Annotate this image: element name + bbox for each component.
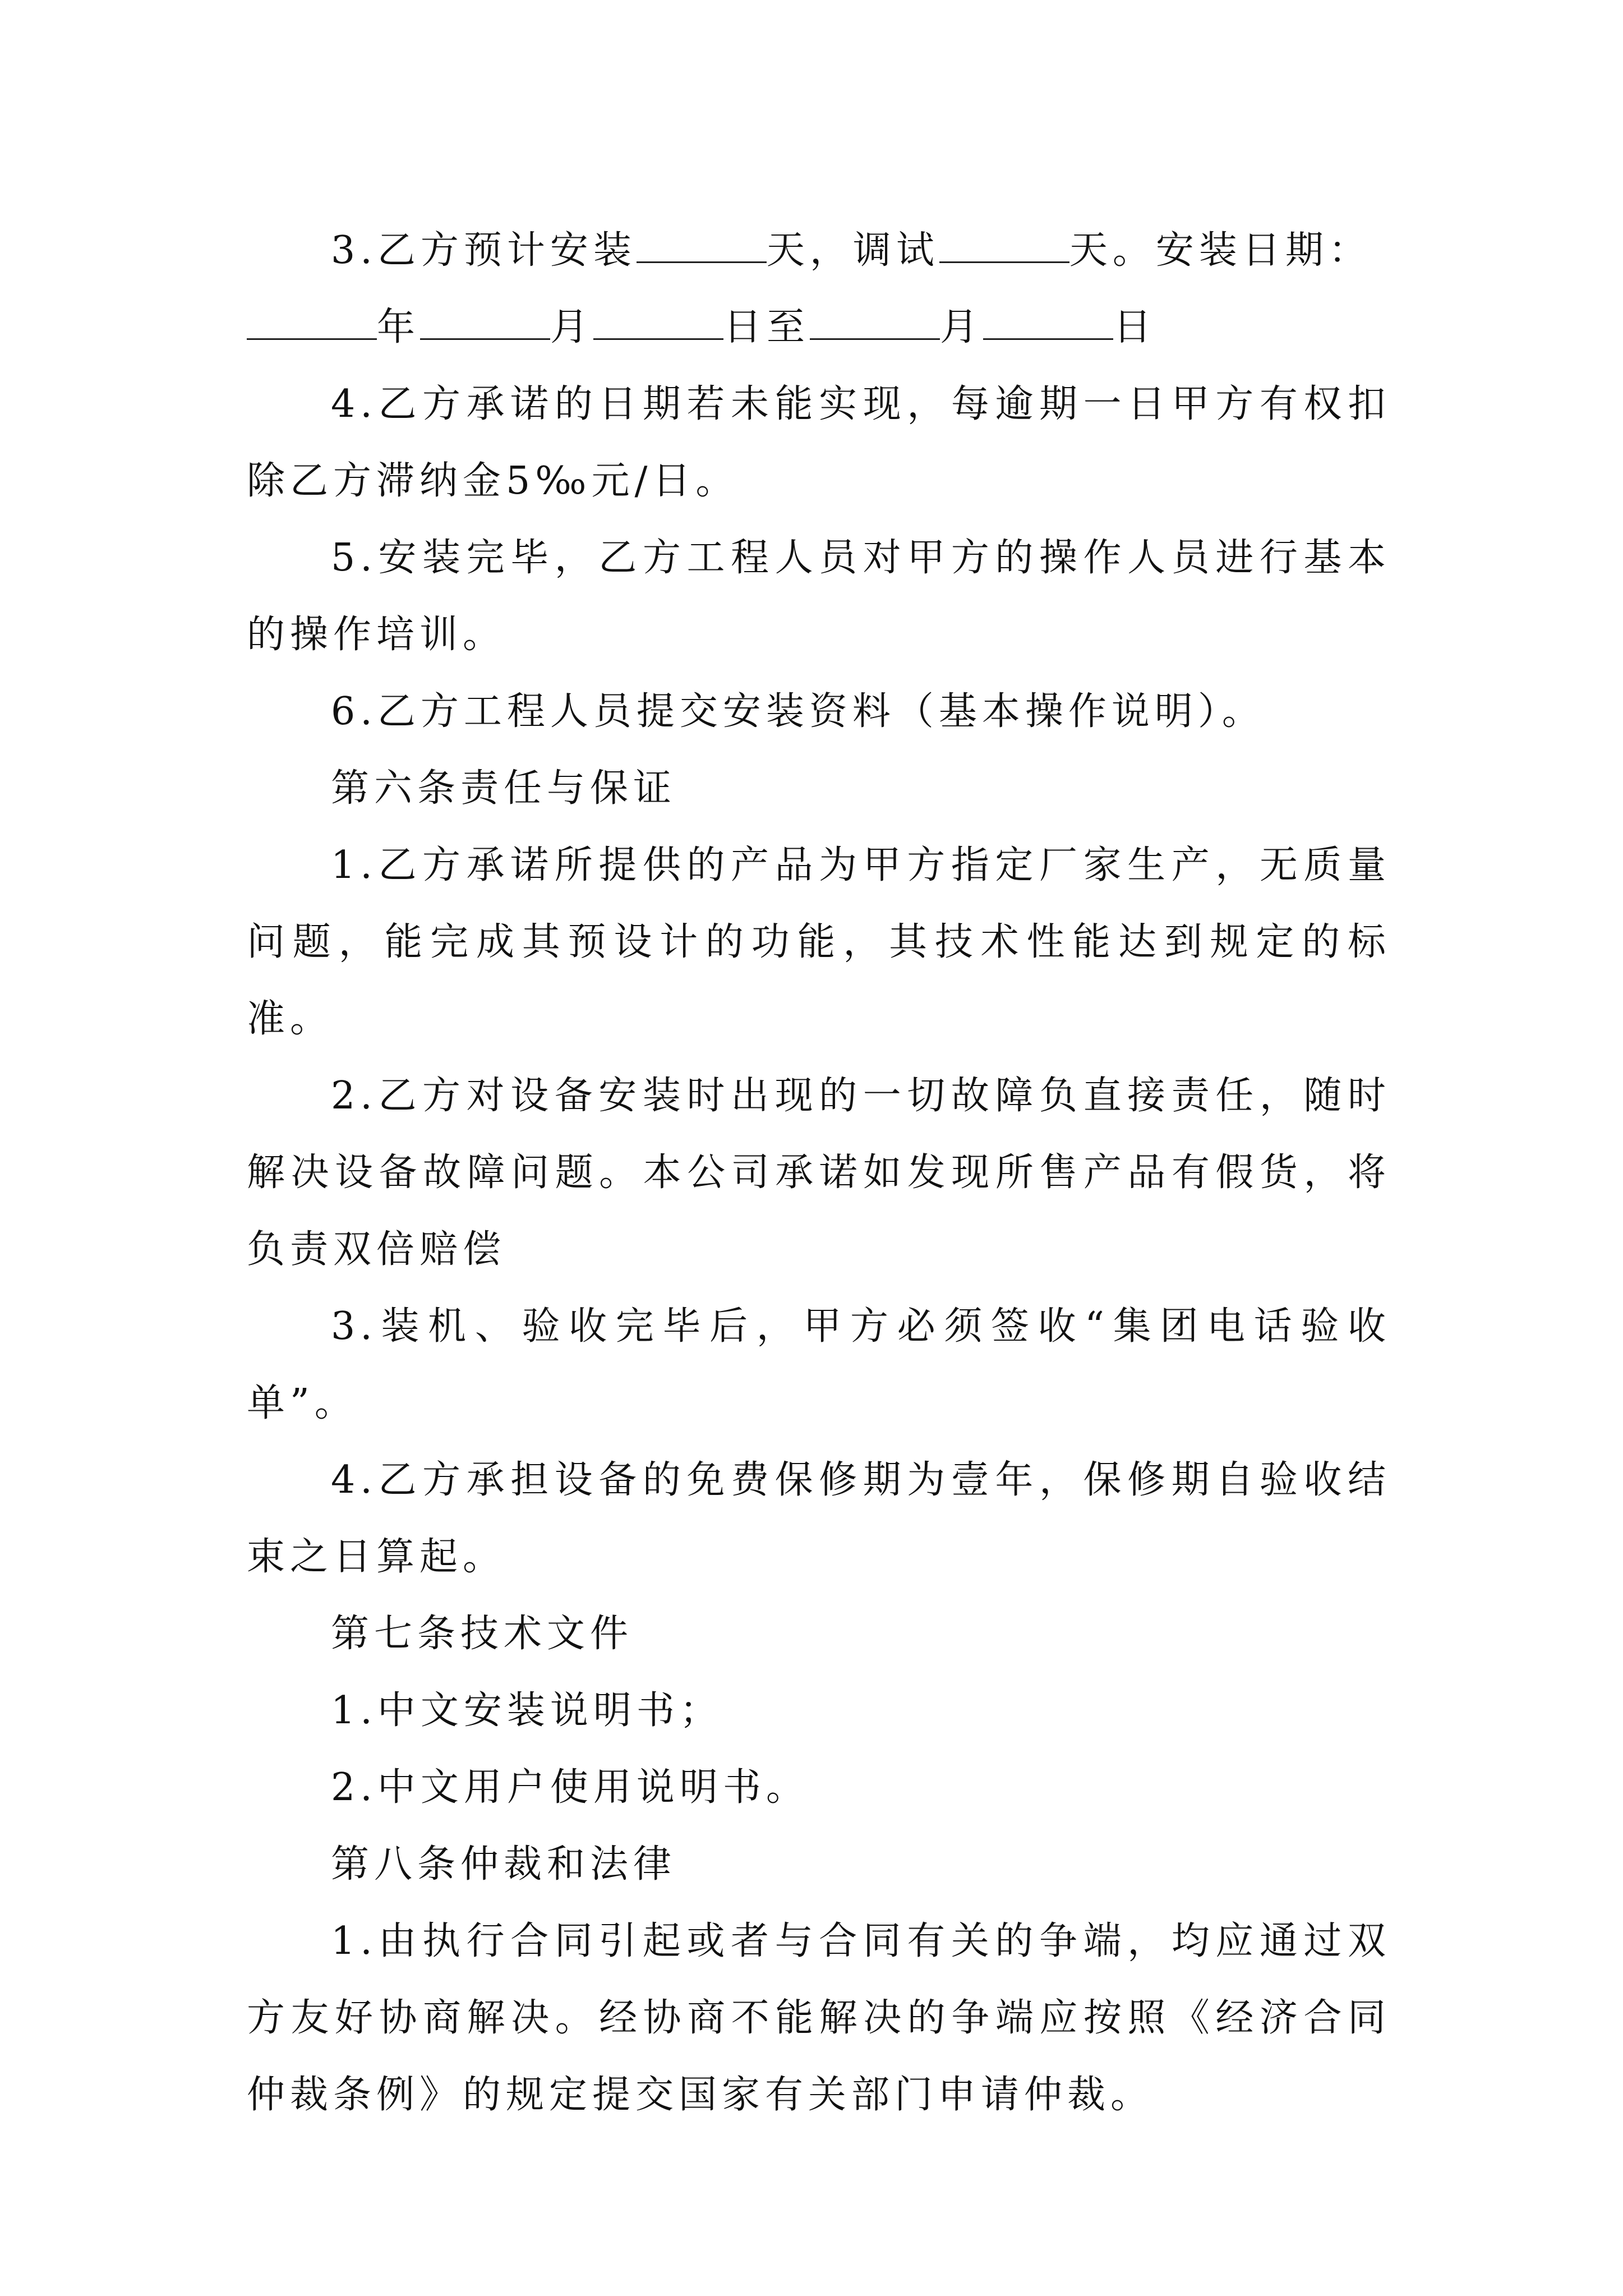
clause-7-heading: 第七条技术文件 [331, 1612, 634, 1656]
debug-days-blank[interactable] [939, 230, 1069, 263]
clause-6-heading: 第六条责任与保证 [331, 766, 677, 811]
clause-6-item-2: 2.乙方对设备安装时出现的一切故障负直接责任，随时解决设备故障问题。本公司承诺如发现所售产品有假货，将负责双倍赔偿 [247, 1074, 1391, 1272]
clause-5-item-6: 6.乙方工程人员提交安装资料（基本操作说明）。 [331, 689, 1265, 734]
clause-5-item-5: 5.安装完毕，乙方工程人员对甲方的操作人员进行基本的操作培训。 [247, 536, 1391, 657]
clause-5-item-3 [247, 212, 1391, 289]
clause-6-item-3: 3.装机、验收完毕后，甲方必须签收“集团电话验收单”。 [247, 1304, 1391, 1425]
year-blank[interactable] [247, 307, 377, 340]
day-to-label: 日至 [723, 305, 810, 349]
clause-7-item-2: 2.中文用户使用说明书。 [331, 1765, 809, 1810]
month-label-2: 月 [940, 305, 984, 349]
clause-6-item-1: 1.乙方承诺所提供的产品为甲方指定厂家生产，无质量问题，能完成其预设计的功能，其技术性能达到规定的标准。 [247, 843, 1391, 1041]
clause-8-heading: 第八条仲裁和法律 [331, 1842, 677, 1887]
document-body [247, 212, 1391, 2133]
clause-7-item-1: 1.中文安装说明书； [331, 1688, 723, 1733]
item-3-mid1: 天，调试 [766, 228, 939, 273]
item-3-prefix: 3.乙方预计安装 [331, 228, 637, 273]
clause-5-item-4: 4.乙方承诺的日期若未能实现，每逾期一日甲方有权扣除乙方滞纳金5‰元/日。 [247, 382, 1391, 503]
item-3-mid2: 天。安装日期： [1069, 228, 1372, 273]
clause-6-item-4: 4.乙方承担设备的免费保修期为壹年，保修期自验收结束之日算起。 [247, 1458, 1391, 1579]
month-label-1: 月 [550, 305, 594, 349]
install-dates-line [247, 289, 1391, 366]
day-end-blank[interactable] [983, 307, 1113, 340]
month-end-blank[interactable] [810, 307, 940, 340]
install-days-blank[interactable] [637, 230, 767, 263]
day-start-blank[interactable] [593, 307, 723, 340]
year-label: 年 [377, 305, 421, 349]
clause-8-item-1: 1.由执行合同引起或者与合同有关的争端，均应通过双方友好协商解决。经协商不能解决的争端应按照《经济合同仲裁条例》的规定提交国家有关部门申请仲裁。 [247, 1919, 1391, 2117]
month-start-blank[interactable] [420, 307, 550, 340]
day-label: 日 [1113, 305, 1157, 349]
